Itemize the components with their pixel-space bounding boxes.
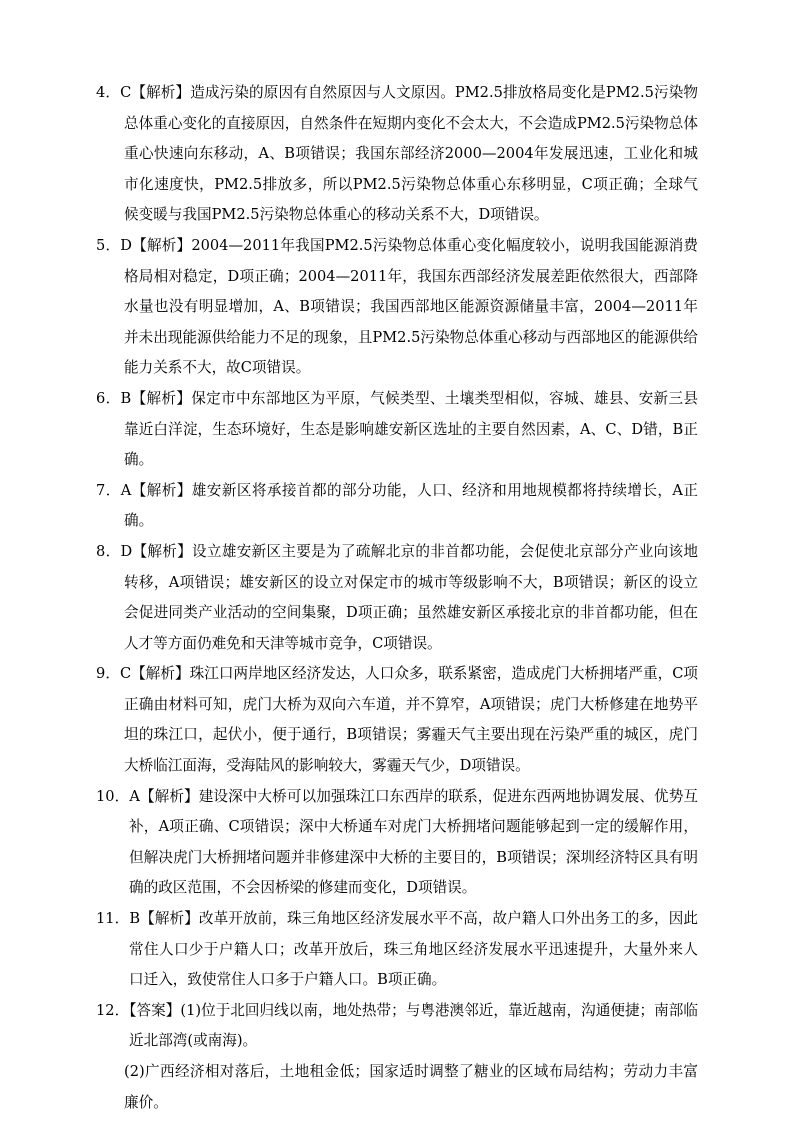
item-answer: D【解析】 [120,542,193,560]
answer-item-7 [96,476,698,537]
answer-item-10 [96,782,698,904]
item-number: 12． [96,1001,130,1019]
item-answer: C【解析】 [119,665,190,683]
item-answer: D【解析】 [120,236,192,254]
answer-item-11 [96,904,698,996]
item-number: 5． [96,236,121,254]
item-number: 10． [96,787,130,805]
answer-item-9 [96,659,698,781]
item-text: 2004—2011年我国PM2.5污染物总体重心变化幅度较小，说明我国能源消费格局相对稳定，D项正确；2004—2011年，我国东西部经济发展差距依然很大，西部降水量也没有明显增加，A、B项错误；我国西部地区能源资源储量丰富，2004—2011年并未出现能源供给能力不足的现象，且PM2.5污染物总体重心移动与西部地区的能源供给能力关系不大，故C项错误。 [124,236,698,377]
item-answer: A【解析】 [120,481,192,499]
answer-item-12 [96,996,698,1057]
item-answer: 【答案】 [129,1001,181,1019]
answer-item-8 [96,537,698,659]
item-number: 9． [96,665,120,683]
item-answer: C【解析】 [120,84,191,101]
item-text: (1)位于北回归线以南，地处热带；与粤港澳邻近，靠近越南，沟通便捷；南部临近北部湾(或南海)。 [129,1001,698,1050]
item-text: 设立雄安新区主要是为了疏解北京的非首都功能，会促使北京部分产业向该地转移，A项错误；雄安新区的设立对保定市的城市等级影响不大，B项错误；新区的设立会促进同类产业活动的空间集聚，D项正确；虽然雄安新区承接北京的非首都功能，但在人才等方面仍难免和天津等城市竞争，C项错误。 [124,542,698,652]
item-answer: B【解析】 [120,389,192,407]
item-answer: A【解析】 [129,787,199,805]
item-number: 11． [96,910,130,928]
item-number: 4． [96,84,121,101]
answer-item-6 [96,384,698,476]
item-answer: B【解析】 [129,910,199,928]
item-text: 珠江口两岸地区经济发达，人口众多，联系紧密，造成虎门大桥拥堵严重，C项正确由材料可知，虎门大桥为双向六车道，并不算窄，A项错误；虎门大桥修建在地势平坦的珠江口，起伏小，便于通行，B项错误；雾霾天气主要出现在污染严重的城区，虎门大桥临江面海，受海陆风的影响较大，雾霾天气少，D项错误。 [124,665,699,775]
item-number: 8． [96,542,121,560]
item-text: 造成污染的原因有自然原因与人文原因。PM2.5排放格局变化是PM2.5污染物总体重心变化的直接原因，自然条件在短期内变化不会太大，不会造成PM2.5污染物总体重心快速向东移动，A、B项错误；我国东部经济2000—2004年发展迅速，工业化和城市化速度快，PM2.5排放多，所以PM2.5污染物总体重心东移明显，C项正确；全球气候变暖与我国PM2.5污染物总体重心的移动关系不大，D项错误。 [124,84,698,224]
item-text: 改革开放前，珠三角地区经济发展水平不高，故户籍人口外出务工的多，因此常住人口少于户籍人口；改革开放后，珠三角地区经济发展水平迅速提升，大量外来人口迁入，致使常住人口多于户籍人口。B项正确。 [129,910,698,989]
item-text: 建设深中大桥可以加强珠江口东西岸的联系，促进东西两地协调发展、优势互补，A项正确、C项错误；深中大桥通车对虎门大桥拥堵问题能够起到一定的缓解作用，但解决虎门大桥拥堵问题并非修建深中大桥的主要目的，B项错误；深圳经济特区具有明确的政区范围，不会因桥梁的修建而变化，D项错误。 [129,787,698,897]
item-text: 保定市中东部地区为平原，气候类型、土壤类型相似，容城、雄县、安新三县靠近白洋淀，生态环境好，生态是影响雄安新区选址的主要自然因素，A、C、D错，B正确。 [124,389,698,469]
answer-item-4 [96,78,698,231]
answer-item-12-part-2: (2)广西经济相对落后，土地租金低；国家适时调整了糖业的区域布局结构；劳动力丰富廉价。 [124,1063,698,1111]
answer-item-5 [96,231,698,384]
item-text: 雄安新区将承接首都的部分功能，人口、经济和用地规模都将持续增长，A正确。 [124,481,698,530]
item-number: 7． [96,481,121,499]
item-number: 6． [96,389,121,407]
